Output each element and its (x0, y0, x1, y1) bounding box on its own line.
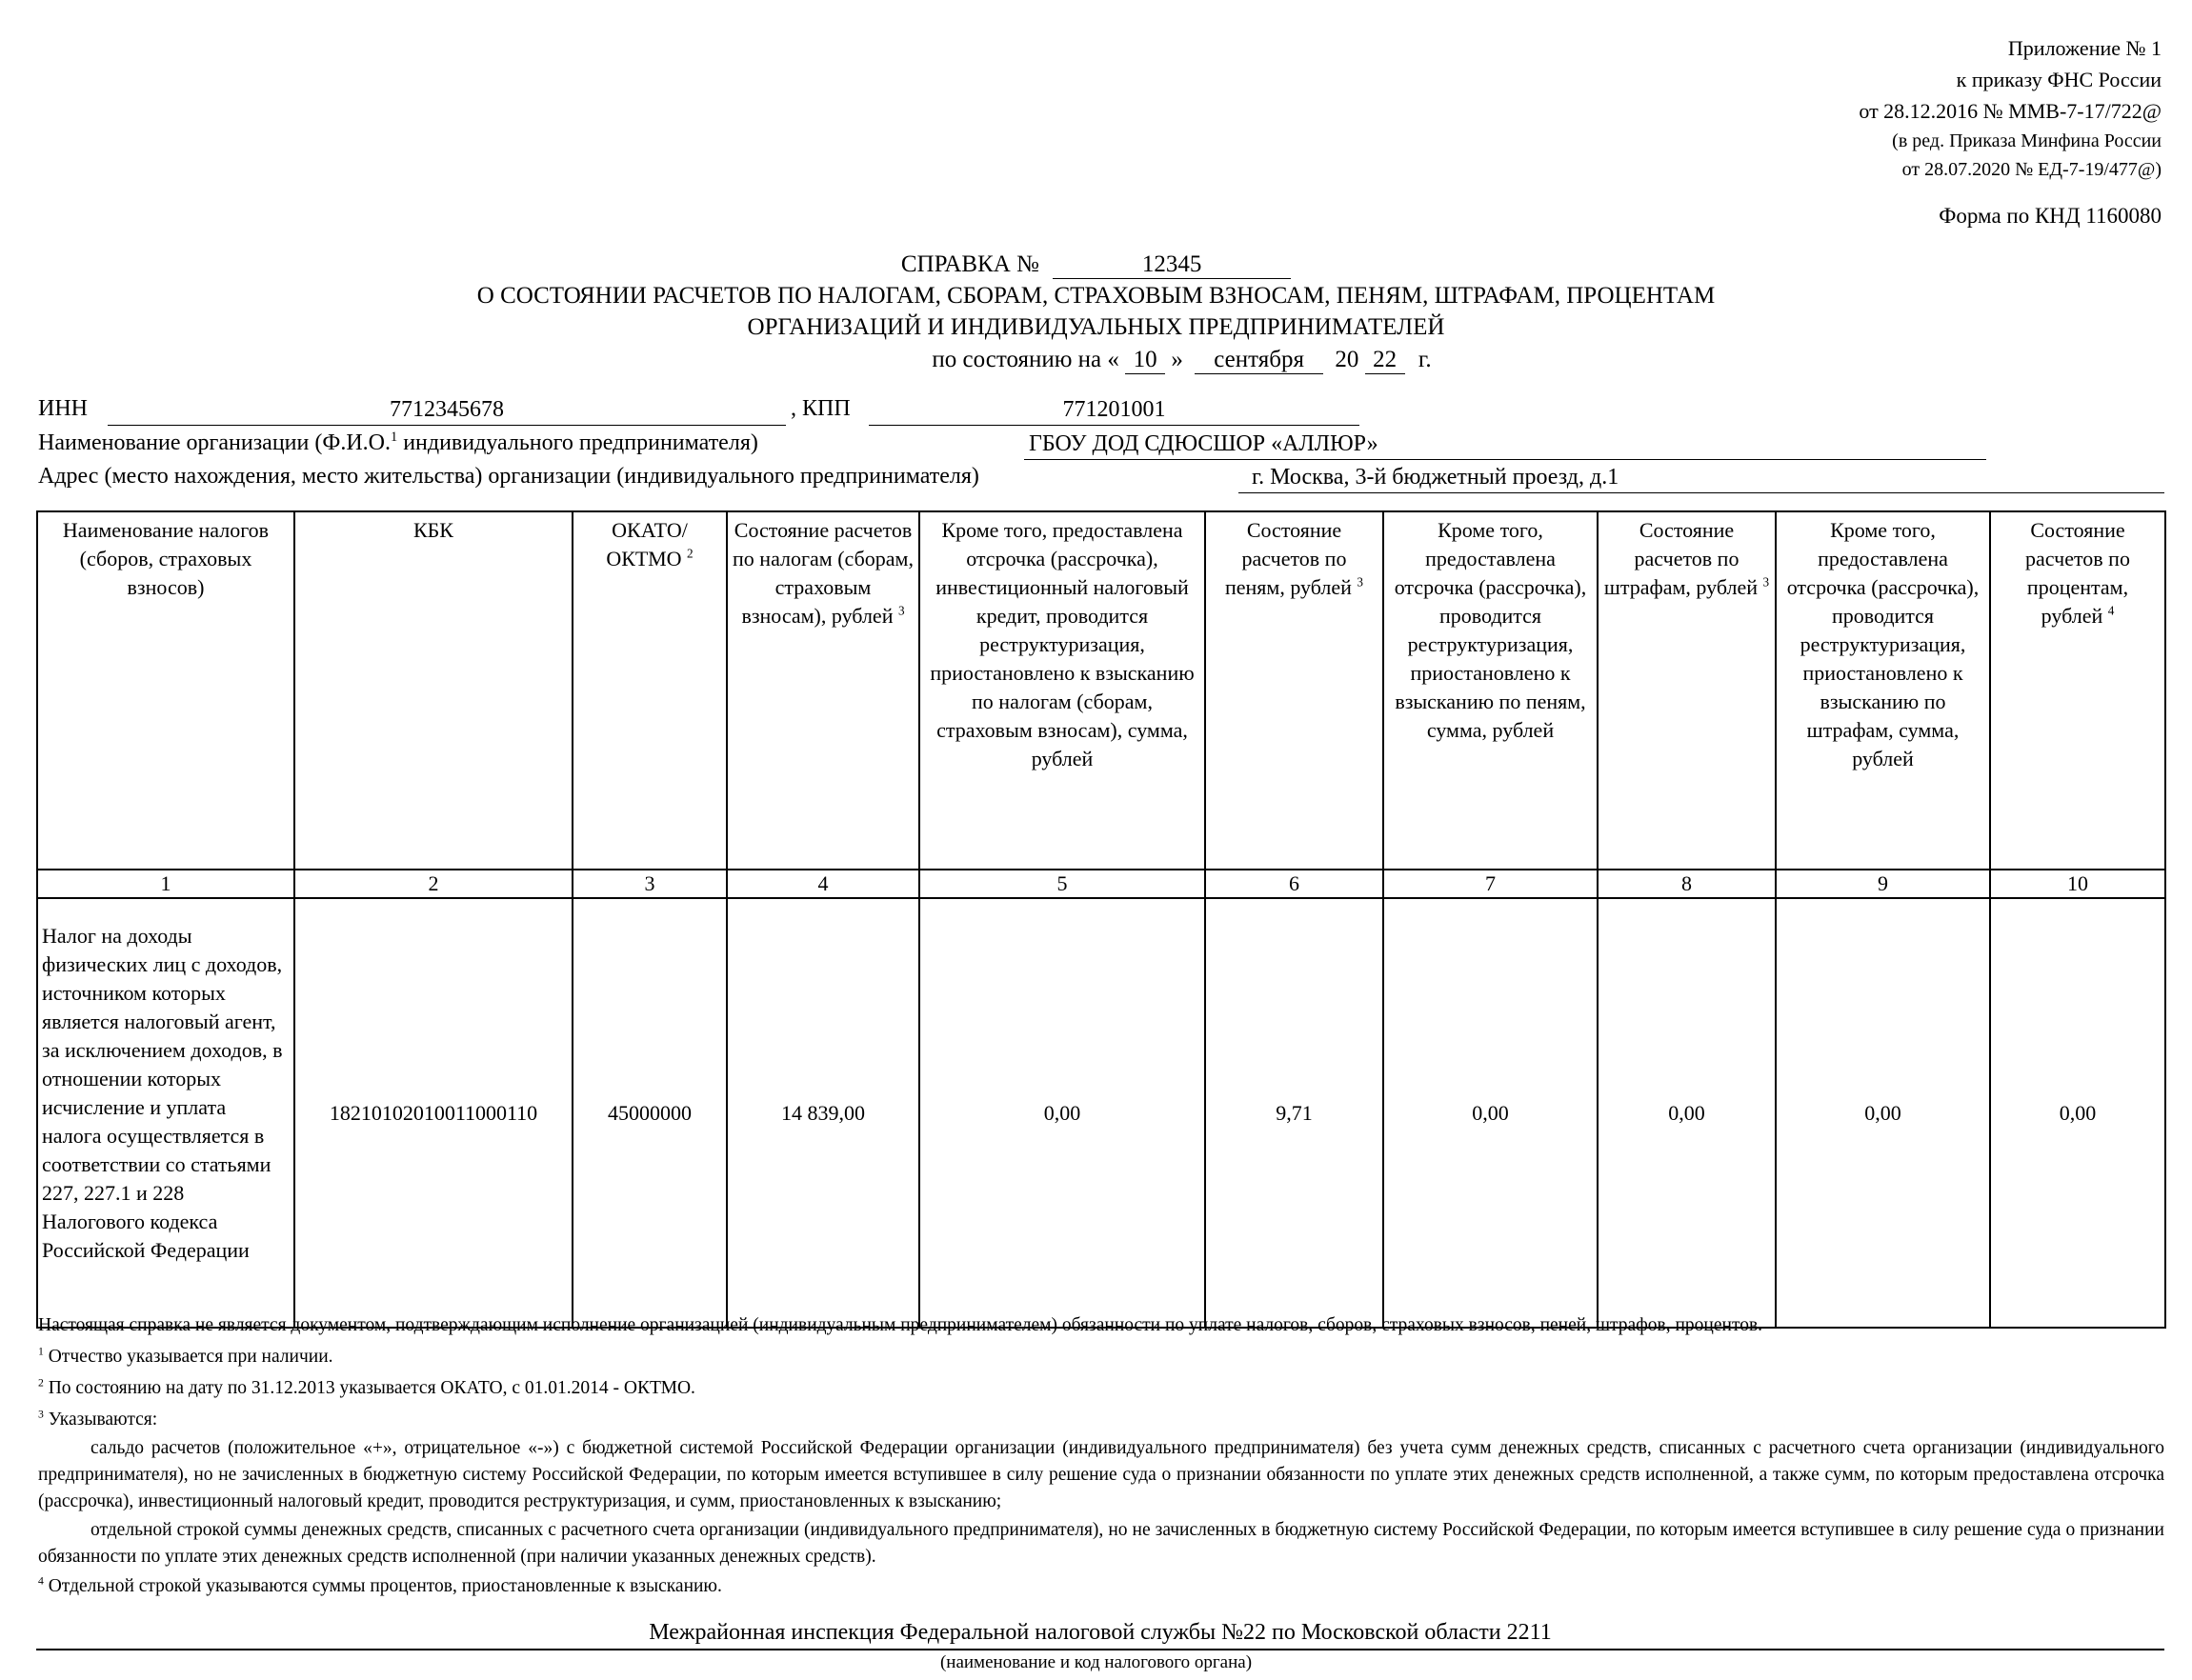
column-numbers-row (37, 870, 2165, 898)
org-name-label (38, 430, 758, 456)
header-interest-balance: Состояние расчетов по процентам, рублей $^4$ (1990, 511, 2165, 870)
cell-kbk: 18210102010011000110 (294, 898, 573, 1328)
date-day-close: » (1171, 347, 1183, 372)
note-3: $^3$ Указываются: (38, 1408, 158, 1430)
cell-tax-deferred: 0,00 (919, 898, 1205, 1328)
inn-label: ИНН (38, 396, 88, 421)
note-3-paragraph-1: сальдо расчетов (положительное «+», отрицательное «-») с бюджетной системой Российской Федерации организации (индивидуального предпринимателя) без учета сумм денежных средств, списанных с расчетного счета организации (индивидуального предпринимателя), но не зачисленных в бюджетную систему Российской Федерации, по которым имеется вступившее в силу решение суда о признании обязанности по уплате этих денежных средств исполненной, а также сумм, по которым предоставлена отсрочка (рассрочка), инвестиционный налоговый кредит, проводится реструктуризация, и сумм, приостановленных к взысканию; (38, 1438, 2164, 1511)
date-year-suffix: 22 (1365, 347, 1405, 374)
address-value (1238, 462, 2164, 493)
cell-fine-deferred: 0,00 (1776, 898, 1990, 1328)
column-number: 3 (573, 870, 727, 898)
org-name-text: ГБОУ ДОД СДЮСШОР «АЛЛЮР» (1029, 431, 1378, 456)
cell-interest-balance: 0,00 (1990, 898, 2165, 1328)
header-tax-name: Наименование налогов (сборов, страховых взносов) (37, 511, 294, 870)
title-spravka (0, 251, 2192, 279)
header-fine-balance: Состояние расчетов по штрафам, рублей $^3$ (1598, 511, 1776, 870)
inn-value: 7712345678 (108, 394, 786, 426)
address-label: Адрес (место нахождения, место жительства) организации (индивидуального предпринимателя) (38, 464, 979, 489)
header-kbk: КБК (294, 511, 573, 870)
note-1: $^1$ Отчество указывается при наличии. (38, 1345, 333, 1367)
org-name-value (1024, 429, 1986, 460)
cell-penalty-balance: 9,71 (1205, 898, 1383, 1328)
settlements-table (36, 510, 2166, 1329)
table-row (37, 898, 2165, 1328)
note-4: $^4$ Отдельной строкой указываются суммы процентов, приостановленные к взысканию. (38, 1574, 722, 1596)
header-oktmo: ОКАТО/ ОКТМО $^2$ (573, 511, 727, 870)
note-main: Настоящая справка не является документом, подтверждающим исполнение организацией (индивидуальным предпринимателем) обязанности по уплате налогов, сборов, страховых взносов, пеней, штрафов, процентов. (38, 1315, 1763, 1335)
kpp-label: , КПП (791, 396, 851, 421)
form-code: Форма по КНД 1160080 (1939, 204, 2162, 228)
column-number: 1 (37, 870, 294, 898)
appendix-line-1: Приложение № 1 (2007, 36, 2162, 60)
note-2: $^2$ По состоянию на дату по 31.12.2013 указывается ОКАТО, с 01.01.2014 - ОКТМО. (38, 1376, 695, 1398)
header-fine-deferred: Кроме того, предоставлена отсрочка (рассрочка), проводится реструктуризация, приостановлено к взысканию по штрафам, сумма, рублей (1776, 511, 1990, 870)
date-month: сентября (1195, 347, 1323, 374)
org-name-label-sup: 1 (390, 430, 398, 445)
table-header-row (37, 511, 2165, 870)
column-number: 4 (727, 870, 919, 898)
column-number: 2 (294, 870, 573, 898)
cell-tax-name: Налог на доходы физических лиц с доходов, источником которых является налоговый агент, за исключением доходов, в отношении которых исчисление и уплата налога осуществляется в соответствии со статьями 227, 227.1 и 228 Налогового кодекса Российской Федерации (37, 898, 294, 1328)
org-name-label-start: Наименование организации (Ф.И.О. (38, 430, 391, 455)
org-name-label-end: индивидуального предпринимателя) (397, 430, 758, 455)
date-year-unit: г. (1418, 347, 1432, 372)
note-3-paragraph-2: отдельной строкой суммы денежных средств, списанных с расчетного счета организации (индивидуального предпринимателя), но не зачисленных в бюджетную систему Российской Федерации, по которым имеется вступившее в силу решение суда о признании обязанности по уплате этих денежных средств исполненной (при наличии указанных денежных средств). (38, 1520, 2164, 1567)
cell-oktmo: 45000000 (573, 898, 727, 1328)
kpp-value: 771201001 (869, 394, 1359, 426)
column-number: 9 (1776, 870, 1990, 898)
date-year-prefix: 20 (1335, 347, 1359, 372)
column-number: 7 (1383, 870, 1598, 898)
header-tax-balance: Состояние расчетов по налогам (сборам, страховым взносам), рублей $^3$ (727, 511, 919, 870)
footnotes (38, 1310, 2164, 1602)
header-penalty-deferred: Кроме того, предоставлена отсрочка (рассрочка), проводится реструктуризация, приостановлено к взысканию по пеням, сумма, рублей (1383, 511, 1598, 870)
redaction-block (1892, 127, 2162, 184)
date-line (0, 347, 2192, 374)
title-line-3: ОРГАНИЗАЦИЙ И ИНДИВИДУАЛЬНЫХ ПРЕДПРИНИМАТЕЛЕЙ (747, 314, 1445, 340)
column-number: 6 (1205, 870, 1383, 898)
tax-authority-caption: (наименование и код налогового органа) (939, 1652, 1253, 1672)
cell-fine-balance: 0,00 (1598, 898, 1776, 1328)
date-day: 10 (1125, 347, 1165, 374)
tax-authority-name: Межрайонная инспекция Федеральной налоговой службы №22 по Московской области 2211 (36, 1616, 2164, 1650)
redaction-line-1: (в ред. Приказа Минфина России (1892, 130, 2162, 151)
appendix-line-3: от 28.12.2016 № ММВ-7-17/722@ (1859, 99, 2162, 123)
column-number: 5 (919, 870, 1205, 898)
redaction-line-2: от 28.07.2020 № ЕД-7-19/477@) (1901, 159, 2162, 180)
column-number: 10 (1990, 870, 2165, 898)
column-number: 8 (1598, 870, 1776, 898)
appendix-block (1859, 32, 2162, 127)
title-line-2: О СОСТОЯНИИ РАСЧЕТОВ ПО НАЛОГАМ, СБОРАМ, СТРАХОВЫМ ВЗНОСАМ, ПЕНЯМ, ШТРАФАМ, ПРОЦЕНТАМ (476, 283, 1716, 309)
date-prefix: по состоянию на « (932, 347, 1119, 372)
address-text: г. Москва, 3-й бюджетный проезд, д.1 (1252, 465, 1619, 490)
spravka-number: 12345 (1053, 251, 1291, 279)
spravka-label: СПРАВКА № (900, 251, 1039, 277)
header-penalty-balance: Состояние расчетов по пеням, рублей $^3$ (1205, 511, 1383, 870)
cell-penalty-deferred: 0,00 (1383, 898, 1598, 1328)
cell-tax-balance: 14 839,00 (727, 898, 919, 1328)
appendix-line-2: к приказу ФНС России (1956, 68, 2162, 91)
header-tax-deferred: Кроме того, предоставлена отсрочка (рассрочка), инвестиционный налоговый кредит, проводится реструктуризация, приостановлено к взысканию по налогам (сборам, страховым взносам), сумма, рублей (919, 511, 1205, 870)
